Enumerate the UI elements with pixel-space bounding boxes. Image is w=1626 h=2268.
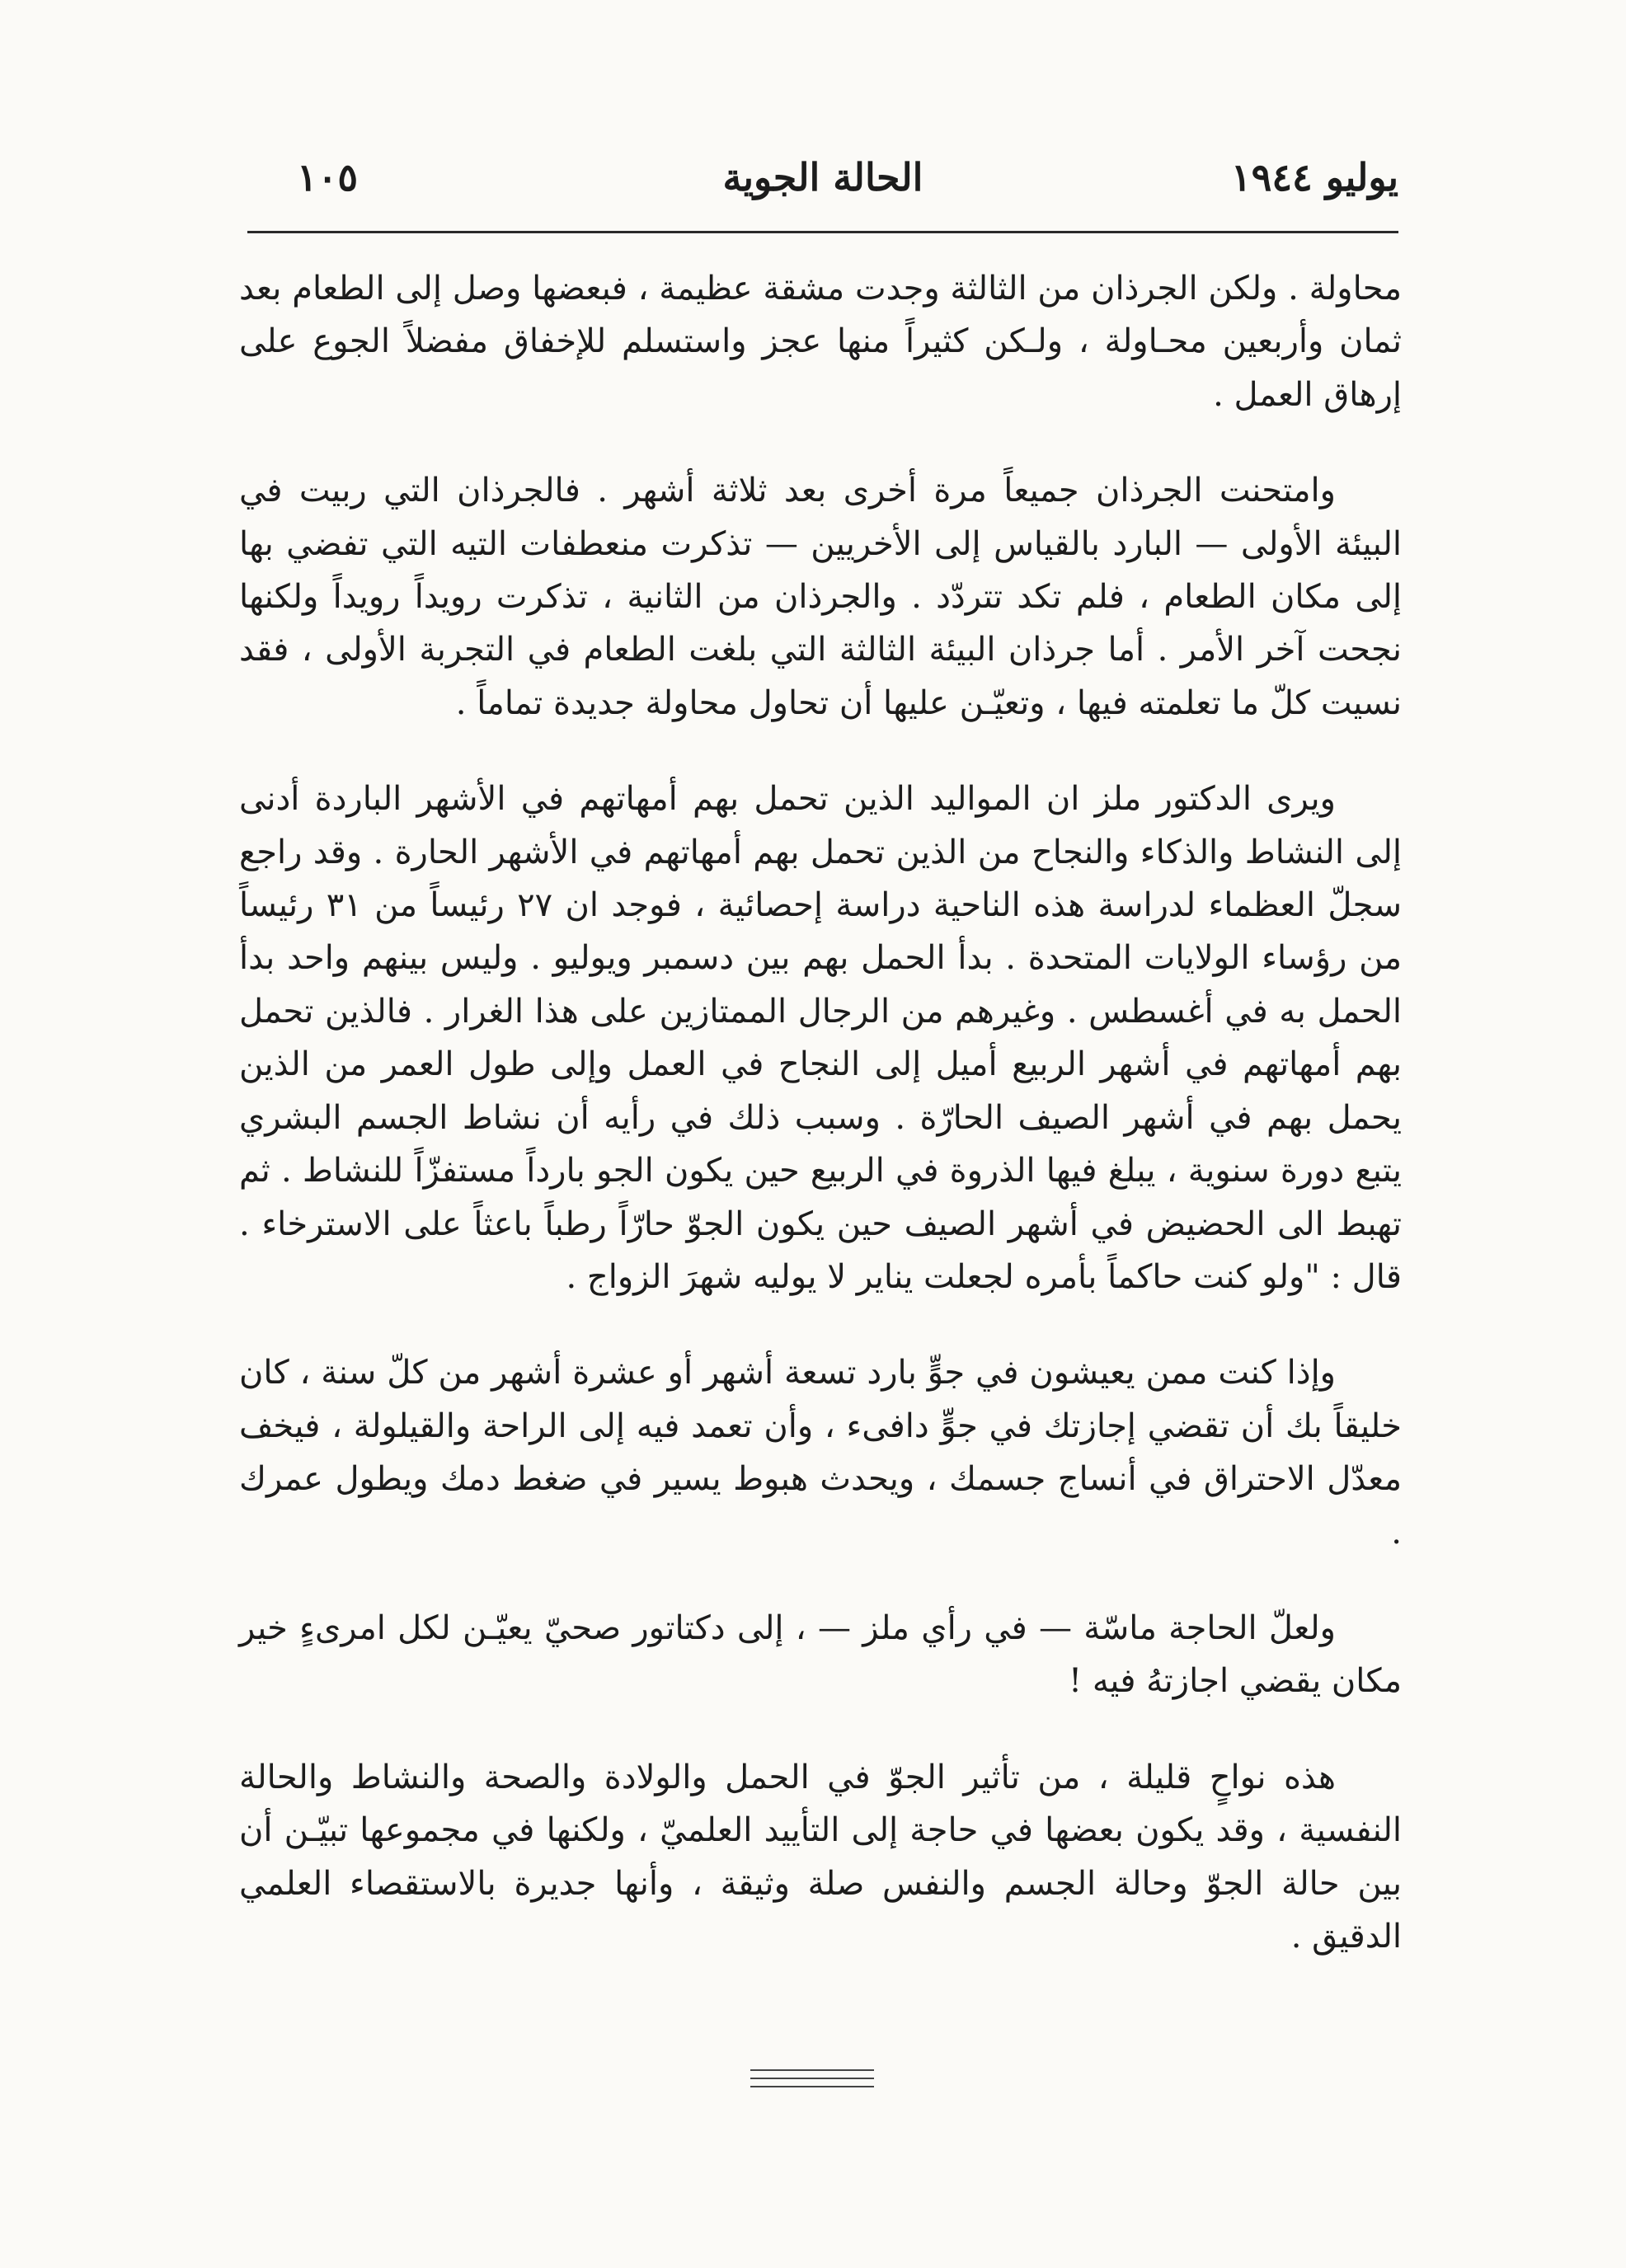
- issue-date: يوليو ١٩٤٤: [1230, 155, 1398, 200]
- end-ornament-rule: [750, 2069, 874, 2071]
- end-ornament-rule: [750, 2078, 874, 2079]
- paragraph-dr-mills: ويرى الدكتور ملز ان المواليد الذين تحمل بهم أمهاتهم في الأشهر الباردة أدنى إلى النشاط والذكاء والنجاح من الذين تحمل بهم أمهاتهم في الأشهر الحارة . وقد راجع سجلّ العظماء لدراسة هذه الناحية دراسة إحصائية ، فوجد ان ٢٧ رئيساً من ٣١ رئيساً من رؤساء الولايات المتحدة . بدأ الحمل بهم بين دسمبر ويوليو . وليس بينهم واحد بدأ الحمل به في أغسطس . وغيرهم من الرجال الممتازين على هذا الغرار . فالذين تحمل بهم أمهاتهم في أشهر الربيع أميل إلى النجاح في العمل وإلى طول العمر من الذين يحمل بهم في أشهر الصيف الحارّة . وسبب ذلك في رأيه أن نشاط الجسم البشري يتبع دورة سنوية ، يبلغ فيها الذروة في الربيع حين يكون الجو بارداً مستفزّاً للنشاط . ثم تهبط الى الحضيض في أشهر الصيف حين يكون الجوّ حارّاً رطباً باعثاً على الاسترخاء . قال : "ولو كنت حاكماً بأمره لجعلت يناير لا يوليه شهرَ الزواج .: [239, 780, 1403, 1296]
- page-number: ١٠٥: [297, 155, 359, 200]
- running-header: [247, 147, 1398, 221]
- paragraph-conclusion: هذه نواحٍ قليلة ، من تأثير الجوّ في الحمل والولادة والصحة والنشاط والحالة النفسية ، وقد يكون بعضها في حاجة إلى التأييد العلميّ ، ولكنها في مجموعها تبيّـن أن بين حالة الجوّ وحالة الجسم والنفس صلة وثيقة ، وأنها جديرة بالاستقصاء العلمي الدقيق .: [239, 1758, 1402, 1956]
- end-ornament-rule: [750, 2086, 874, 2087]
- paragraph-vacation: وإذا كنت ممن يعيشون في جوٍّ بارد تسعة أشهر أو عشرة أشهر من كلّ سنة ، كان خليقاً بك أن تقضي إجازتك في جوٍّ دافىء ، وأن تعمد فيه إلى الراحة والقيلولة ، فيخف معدّل الاحتراق في أنساج جسمك ، ويحدث هبوط يسير في ضغط دمك ويطول عمرك .: [239, 1354, 1402, 1552]
- paragraph-retest: وامتحنت الجرذان جميعاً مرة أخرى بعد ثلاثة أشهر . فالجرذان التي ربيت في البيئة الأولى — البارد بالقياس إلى الأخريين — تذكرت منعطفات التيه التي تفضي بها إلى مكان الطعام ، فلم تكد تتردّد . والجرذان من الثانية ، تذكرت رويداً رويداً ولكنها نجحت آخر الأمر . أما جرذان البيئة الثالثة التي بلغت الطعام في التجربة الأولى ، فقد نسيت كلّ ما تعلمته فيها ، وتعيّـن عليها أن تحاول محاولة جديدة تماماً .: [239, 472, 1402, 722]
- paragraph-health-dictator: ولعلّ الحاجة ماسّة — في رأي ملز — ، إلى دكتاتور صحيّ يعيّـن لكل امرىءٍ خير مكان يقضي اجازتهُ فيه !: [239, 1608, 1402, 1701]
- section-title: الحالة الجوية: [722, 155, 923, 200]
- header-rule: [247, 231, 1398, 233]
- article-body: [239, 262, 1402, 2006]
- paragraph-continuation: محاولة . ولكن الجرذان من الثالثة وجدت مشقة عظيمة ، فبعضها وصل إلى الطعام بعد ثمان وأربعين محـاولة ، ولـكن كثيراً منها عجز واستسلم للإخفاق مفضلاً الجوع على إرهاق العمل .: [239, 270, 1402, 414]
